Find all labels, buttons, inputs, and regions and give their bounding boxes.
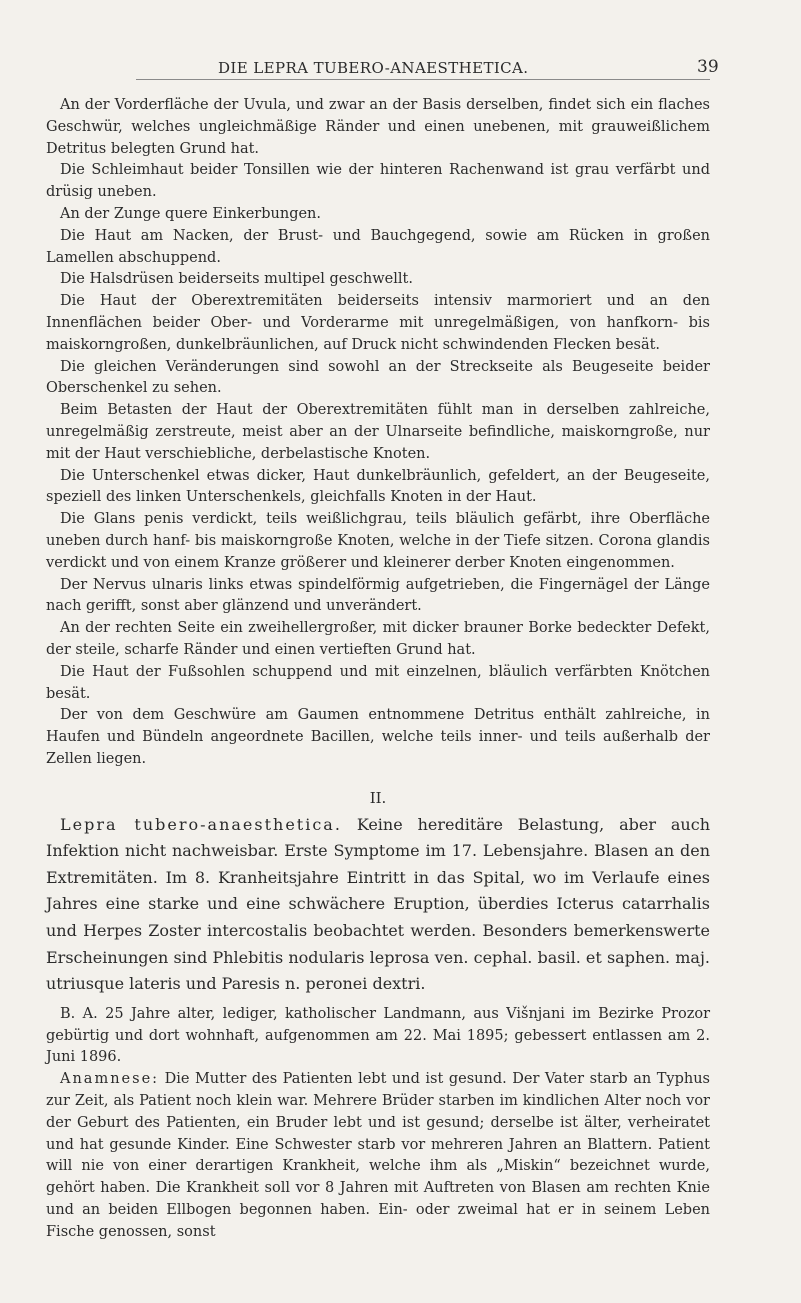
case1-paragraph: Die Unterschenkel etwas dicker, Haut dunkelbräunlich, gefeldert, an der Beugeseite, speziell des linken Unterschenkels, gleichfalls Knoten in der Haut.: [46, 467, 710, 506]
case1-paragraph: Der Nervus ulnaris links etwas spindelförmig aufgetrieben, die Fingernägel der Länge nach gerifft, sonst aber glänzend und unverändert.: [46, 576, 710, 615]
case1-paragraph: Die gleichen Veränderungen sind sowohl an der Streckseite als Beugeseite beider Oberschenkel zu sehen.: [46, 358, 710, 397]
case1-paragraph: Die Schleimhaut beider Tonsillen wie der hinteren Rachenwand ist grau verfärbt und drüsig uneben.: [46, 162, 710, 201]
page-header: [0, 56, 801, 82]
case1-paragraph: An der Zunge quere Einkerbungen.: [60, 205, 321, 222]
anamnese-paragraph: [46, 1069, 710, 1243]
anamnese-heading: Anamnese:: [60, 1071, 160, 1088]
case1-paragraph: Die Haut am Nacken, der Brust- und Bauchgegend, sowie am Rücken in großen Lamellen abschuppend.: [46, 227, 710, 266]
case1-paragraph: Die Haut der Oberextremitäten beiderseits intensiv marmoriert und an den Innenflächen beider Ober- und Vorderarme mit unregelmäßigen, von hanfkorn- bis maiskorngroßen, dunkelbräunlichen, auf Druck nicht schwindenden Flecken besät.: [46, 293, 710, 353]
anamnese-text: Die Mutter des Patienten lebt und ist gesund. Der Vater starb an Typhus zur Zeit, als Patient noch klein war. Mehrere Brüder starben im kindlichen Alter noch vor der Geburt des Patienten, ein Bruder lebt und ist gesund; derselbe ist älter, verheiratet und hat gesunde Kinder. Eine Schwester starb vor mehreren Jahren an Blattern. Patient will nie von einer derartigen Krankheit, welche ihm als „Miskin“ bezeichnet wurde, gehört haben. Die Krankheit soll vor 8 Jahren mit Auftreten von Blasen am rechten Knie und an beiden Ellbogen begonnen haben. Ein- oder zweimal hat er in seinem Leben Fische genossen, sonst: [46, 1071, 710, 1240]
case1-paragraph: An der Vorderfläche der Uvula, und zwar an der Basis derselben, findet sich ein flaches Geschwür, welches ungleichmäßige Ränder und einen unebenen, mit grauweißlichem Detritus belegten Grund hat.: [46, 97, 710, 157]
case1-paragraph: Der von dem Geschwüre am Gaumen entnommene Detritus enthält zahlreiche, in Haufen und Bündeln angeordnete Bacillen, welche teils inner- und teils außerhalb der Zellen liegen.: [46, 707, 710, 767]
case-summary-text: Keine hereditäre Belastung, aber auch Infektion nicht nachweisbar. Erste Symptome im 17. Lebensjahre. Blasen an den Extremitäten. Im 8. Kranheitsjahre Eintritt in das Spital, wo im Verlaufe eines Jahres eine starke und eine schwächere Eruption, überdies Icterus catarrhalis und Herpes Zoster intercostalis beobachtet werden. Besonders bemerkenswerte Erscheinungen sind Phlebitis nodularis leprosa ven. cephal. basil. et saphen. maj. utriusque lateris und Paresis n. peronei dextri.: [46, 814, 710, 994]
section-number: II.: [369, 788, 387, 807]
page-number: 39: [697, 57, 719, 77]
running-head: DIE LEPRA TUBERO-ANAESTHETICA.: [218, 59, 529, 77]
body-text: [46, 95, 710, 1244]
case1-paragraph: Beim Betasten der Haut der Oberextremitäten fühlt man in derselben zahlreiche, unregelmäßig zerstreute, meist aber an der Ulnarseite befindliche, maiskorngroße, nur mit der Haut verschiebliche, derbelastische Knoten.: [46, 402, 710, 462]
case1-paragraph: An der rechten Seite ein zweihellergroßer, mit dicker brauner Borke bedeckter Defekt, der steile, scharfe Ränder und einen vertieften Grund hat.: [46, 620, 710, 658]
patient-info: B. A. 25 Jahre alter, lediger, katholischer Landmann, aus Višnjani im Bezirke Prozor gebürtig und dort wohnhaft, aufgenommen am 22. Mai 1895; gebessert entlassen am 2. Juni 1896.: [46, 1005, 710, 1066]
case-summary: [46, 812, 710, 998]
case1-paragraph: Die Glans penis verdickt, teils weißlichgrau, teils bläulich gefärbt, ihre Oberfläche uneben durch hanf- bis maiskorngroße Knoten, welche in der Tiefe sitzen. Corona glandis verdickt und von einem Kranze größerer und kleinerer derber Knoten eingenommen.: [46, 511, 710, 571]
case1-paragraph: Die Halsdrüsen beiderseits multipel geschwellt.: [60, 271, 413, 288]
diagnosis-heading: Lepra tubero-anaesthetica.: [60, 814, 342, 834]
header-rule: [136, 79, 710, 80]
case1-paragraph: Die Haut der Fußsohlen schuppend und mit einzelnen, bläulich verfärbten Knötchen besät.: [46, 663, 710, 702]
